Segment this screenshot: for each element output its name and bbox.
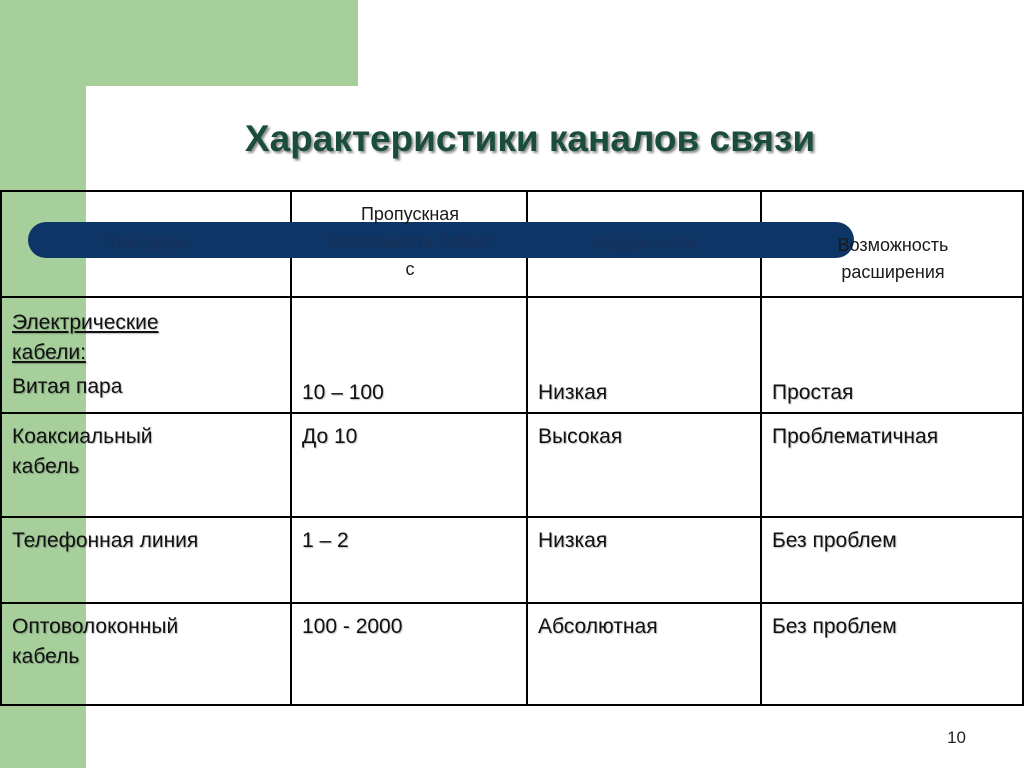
table-row	[1, 603, 1023, 705]
cell-type	[1, 517, 291, 603]
cell-reliability-text: Низкая	[538, 381, 608, 404]
cell-type-line-2: кабель	[12, 455, 80, 478]
cell-type-line-2: кабель	[12, 645, 80, 668]
header-bandwidth-line-3: с	[405, 259, 415, 279]
cell-reliability-text: Низкая	[538, 529, 608, 552]
cell-type-text: Телефонная линия	[12, 529, 199, 552]
cell-reliability-text: Высокая	[538, 425, 623, 448]
cell-expand	[761, 603, 1023, 705]
table-row	[1, 297, 1023, 413]
header-expand-line-1: Возможность	[837, 235, 949, 255]
cell-reliability	[527, 413, 761, 517]
header-expand-line-2: расширения	[841, 262, 945, 282]
cell-expand-text: Без проблем	[772, 529, 897, 552]
table-row	[1, 517, 1023, 603]
cell-type-line-1: Оптоволоконный	[12, 615, 179, 638]
header-reliability-label: Надежность	[594, 233, 696, 253]
cell-type	[1, 413, 291, 517]
cell-bandwidth-text: 100 - 2000	[302, 615, 403, 638]
cell-expand	[761, 297, 1023, 413]
cell-bandwidth	[291, 413, 527, 517]
cell-type	[1, 603, 291, 705]
cell-expand-text: Простая	[772, 381, 854, 404]
cell-type	[1, 297, 291, 413]
cell-bandwidth	[291, 297, 527, 413]
cell-bandwidth	[291, 517, 527, 603]
cell-reliability	[527, 517, 761, 603]
cell-expand	[761, 517, 1023, 603]
header-type-label: Тип связи	[106, 233, 188, 253]
table-row	[1, 413, 1023, 517]
cell-bandwidth-text: До 10	[302, 425, 358, 448]
header-bandwidth-line-2: способность, Мбит/	[328, 232, 492, 252]
cell-expand-text: Без проблем	[772, 615, 897, 638]
header-bandwidth-line-1: Пропускная	[360, 204, 460, 224]
cell-type-line-1: Коаксиальный	[12, 425, 153, 448]
category-heading-line-2: кабели:	[12, 341, 86, 364]
cell-bandwidth	[291, 603, 527, 705]
top-green-band	[0, 0, 358, 86]
cell-bandwidth-text: 10 – 100	[302, 381, 384, 404]
cell-reliability	[527, 297, 761, 413]
cell-bandwidth-text: 1 – 2	[302, 529, 349, 552]
cell-type-text: Витая пара	[12, 375, 123, 398]
cell-expand-text: Проблематичная	[772, 425, 939, 448]
cell-reliability	[527, 603, 761, 705]
cell-reliability-text: Абсолютная	[538, 615, 658, 638]
page-number: 10	[947, 728, 966, 747]
category-heading-line-1: Электрические	[12, 311, 159, 334]
cell-expand	[761, 413, 1023, 517]
slide-title: Характеристики каналов связи	[244, 118, 816, 159]
